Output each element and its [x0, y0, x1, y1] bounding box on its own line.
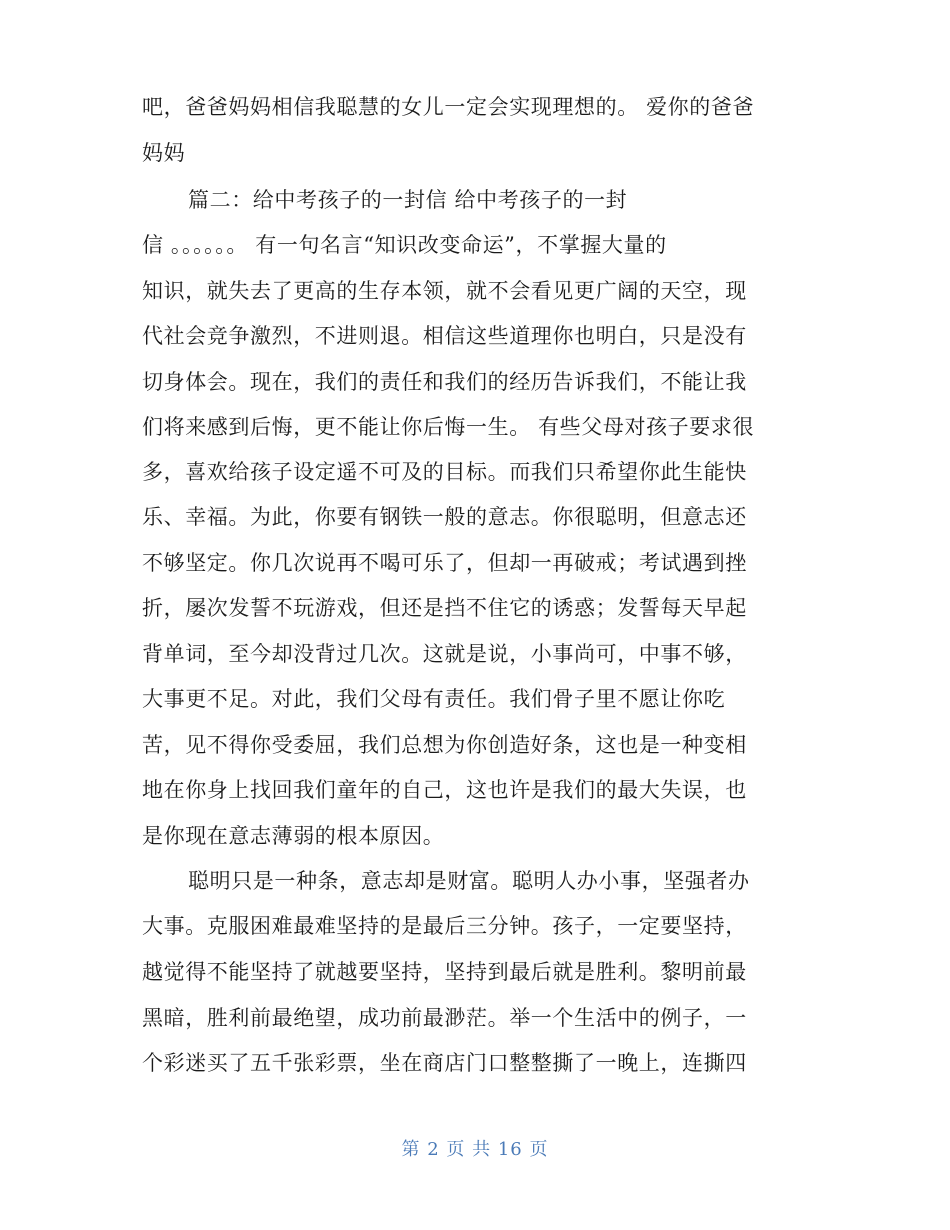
text-line: 信 。。。。。。 有一句名言“知识改变命运”，不掌握大量的 [142, 233, 667, 257]
text-line: 们将来感到后悔，更不能让你后悔一生。 有些父母对孩子要求很 [142, 415, 755, 439]
text-line: 大事更不足。对此，我们父母有责任。我们骨子里不愿让你吃 [142, 687, 726, 711]
text-line: 吧，爸爸妈妈相信我聪慧的女儿一定会实现理想的。 爱你的爸爸 [142, 95, 755, 119]
text-line: 妈妈 [142, 141, 186, 165]
text-line: 切身体会。现在，我们的责任和我们的经历告诉我们，不能让我 [142, 370, 747, 394]
text-line: 乐、幸福。为此，你要有钢铁一般的意志。你很聪明，但意志还 [142, 505, 747, 529]
text-line: 知识，就失去了更高的生存本领，就不会看见更广阔的天空，现 [142, 279, 747, 303]
text-line: 大事。克服困难最难坚持的是最后三分钟。孩子，一定要坚持， [142, 914, 747, 938]
text-line: 背单词，至今却没背过几次。这就是说，小事尚可，中事不够， [142, 642, 747, 666]
text-line: 苦，见不得你受委屈，我们总想为你创造好条，这也是一种变相 [142, 733, 747, 757]
page-number-footer: 第 2 页 共 16 页 [401, 1139, 549, 1160]
text-line: 不够坚定。你几次说再不喝可乐了，但却一再破戒；考试遇到挫 [142, 551, 747, 575]
text-line: 是你现在意志薄弱的根本原因。 [142, 824, 445, 848]
text-line: 折，屡次发誓不玩游戏，但还是挡不住它的诱惑；发誓每天早起 [142, 596, 747, 620]
paragraph-start: 聪明只是一种条，意志却是财富。聪明人办小事，坚强者办 [188, 869, 750, 893]
text-line: 越觉得不能坚持了就越要坚持，坚持到最后就是胜利。黎明前最 [142, 960, 747, 984]
text-line: 个彩迷买了五千张彩票，坐在商店门口整整撕了一晚上，连撕四 [142, 1051, 747, 1075]
text-line: 多，喜欢给孩子设定遥不可及的目标。而我们只希望你此生能快 [142, 460, 747, 484]
section-heading: 篇二：给中考孩子的一封信 给中考孩子的一封 [188, 188, 628, 212]
text-line: 代社会竞争激烈，不进则退。相信这些道理你也明白，只是没有 [142, 324, 747, 348]
text-line: 地在你身上找回我们童年的自己，这也许是我们的最大失误，也 [142, 778, 747, 802]
text-line: 黑暗，胜利前最绝望，成功前最渺茫。举一个生活中的例子，一 [142, 1006, 747, 1030]
